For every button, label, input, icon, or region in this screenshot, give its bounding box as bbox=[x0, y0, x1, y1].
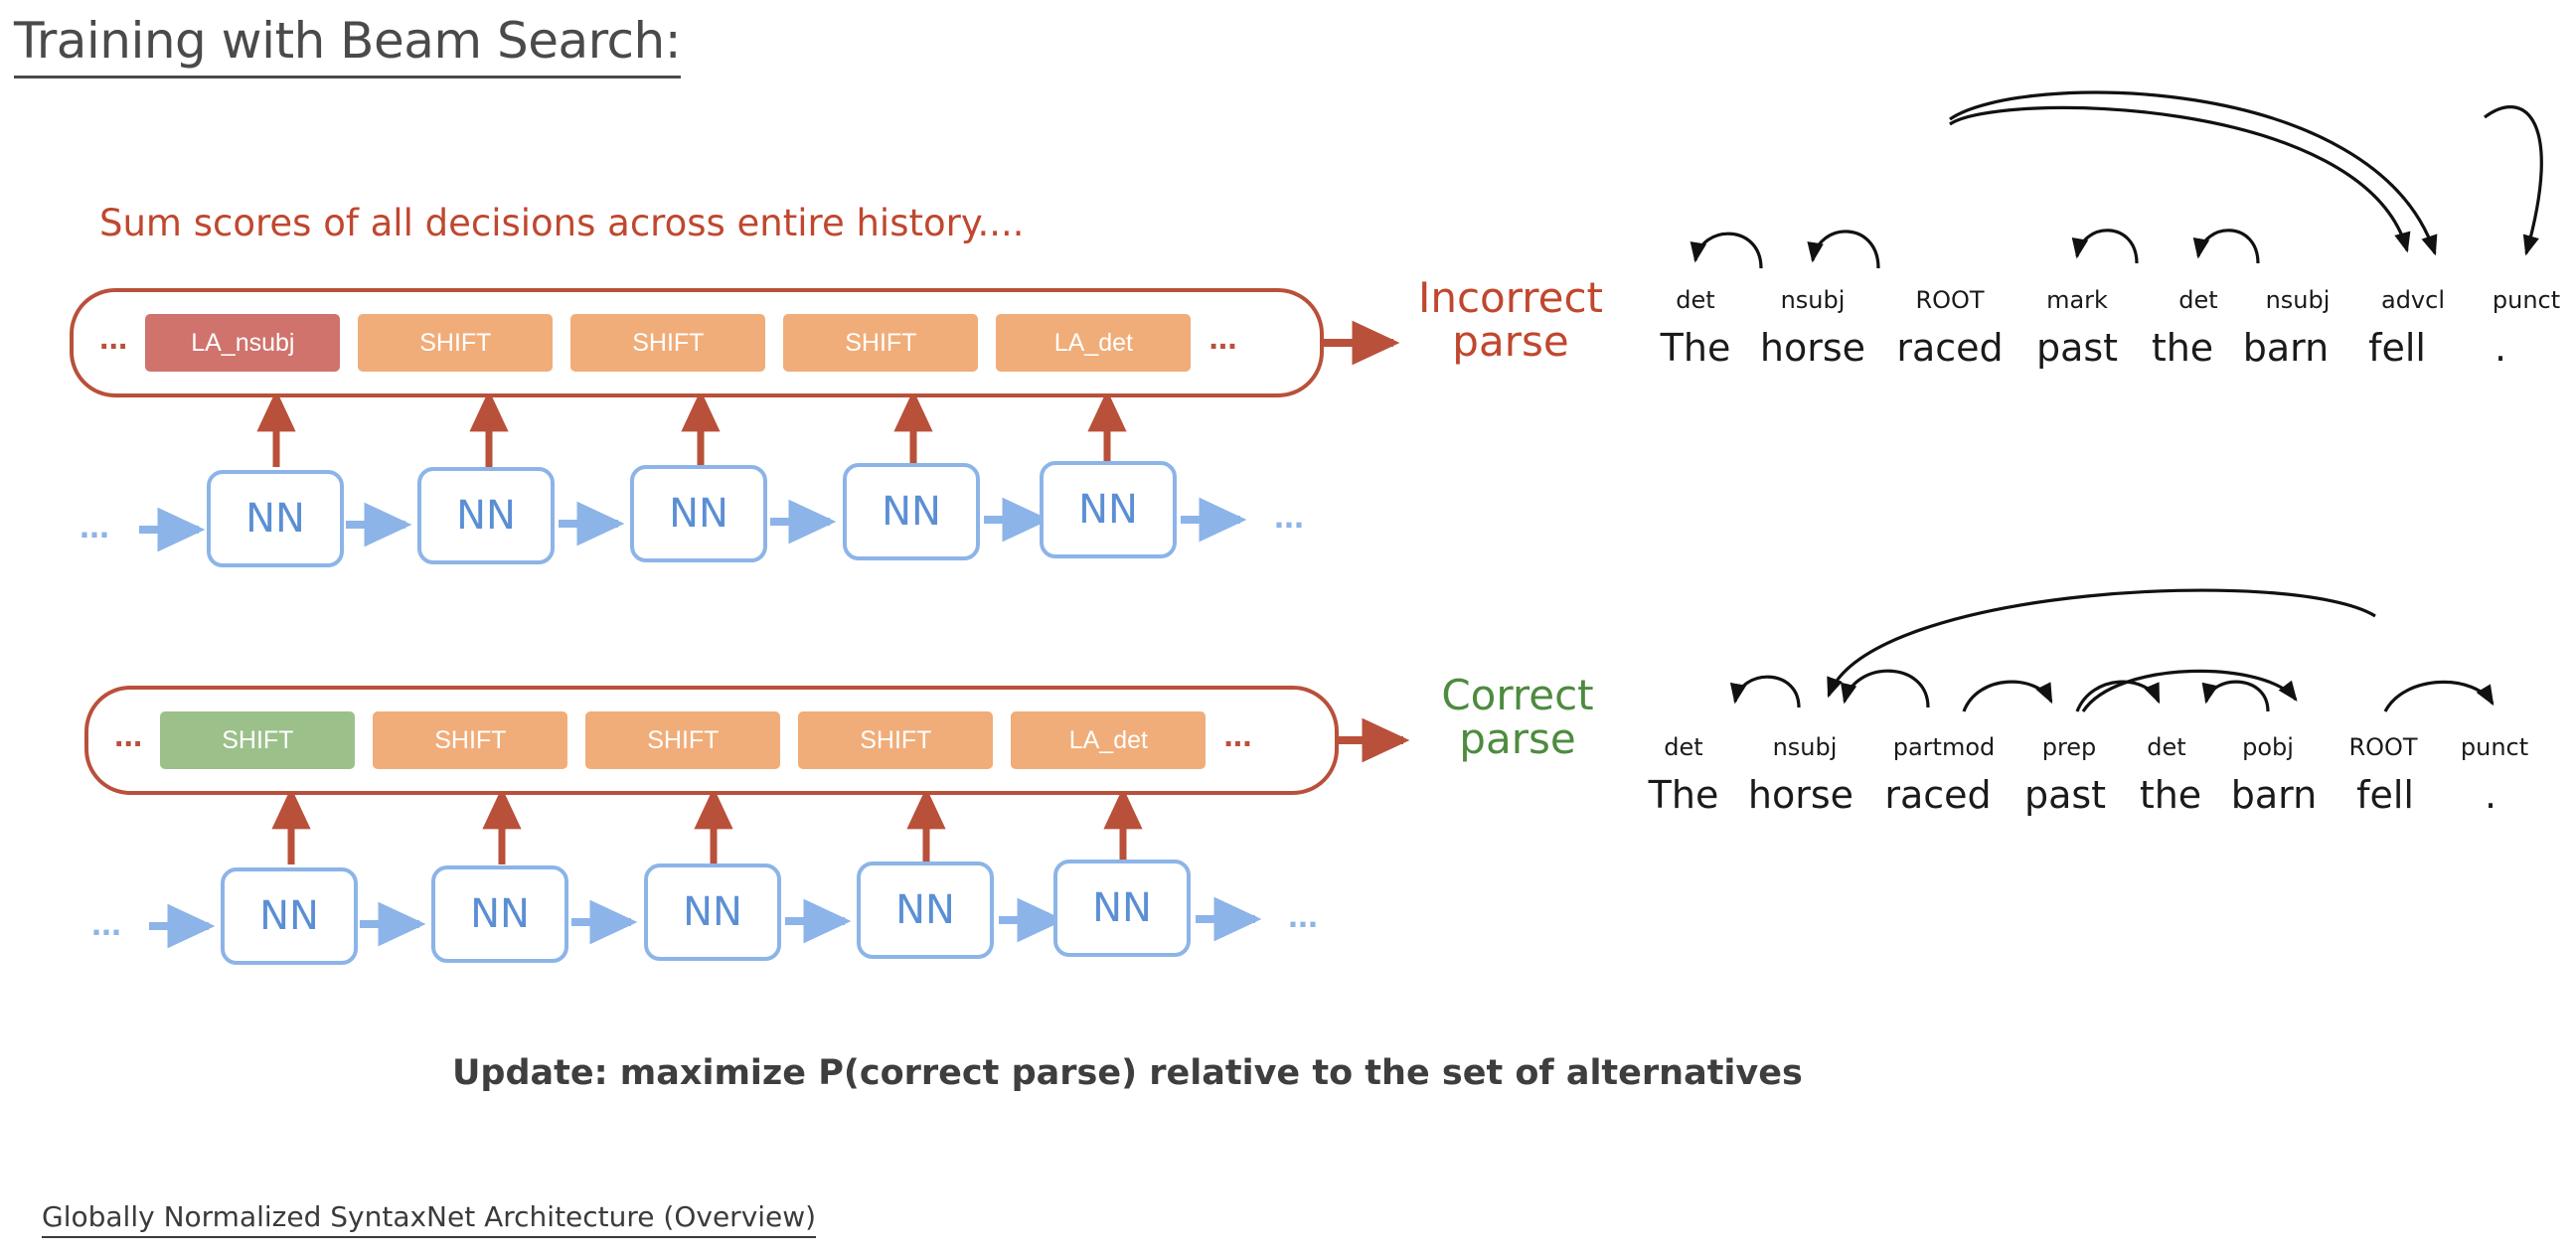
dep-arc-label: partmod bbox=[1892, 733, 1996, 761]
nn-box[interactable]: NN bbox=[431, 865, 568, 963]
dep-arc-label: punct bbox=[2492, 286, 2561, 314]
action-chip[interactable]: LA_nsubj bbox=[145, 314, 340, 372]
action-chip[interactable]: LA_det bbox=[996, 314, 1191, 372]
dep-arc-label: det bbox=[1676, 286, 1715, 314]
dep-token: barn bbox=[2242, 326, 2330, 370]
nn-box[interactable]: NN bbox=[417, 467, 555, 564]
dep-arc-label: det bbox=[1664, 733, 1703, 761]
dep-token: raced bbox=[1884, 773, 1992, 817]
action-chip[interactable]: SHIFT bbox=[798, 711, 993, 769]
dep-arc-label: nsubj bbox=[1772, 733, 1838, 761]
page-title bbox=[14, 12, 681, 70]
dep-arc-label: pobj bbox=[2242, 733, 2294, 761]
dep-token: past bbox=[2023, 773, 2107, 817]
nn-box[interactable]: NN bbox=[857, 862, 994, 959]
dep-arc-label: mark bbox=[2046, 286, 2108, 314]
dep-token: raced bbox=[1896, 326, 2004, 370]
action-chip[interactable]: SHIFT bbox=[570, 314, 765, 372]
parse-label-line2: parse bbox=[1452, 317, 1569, 367]
nn-box[interactable]: NN bbox=[207, 470, 344, 567]
page-title-text: Training with Beam Search: bbox=[14, 12, 681, 78]
nn-box[interactable]: NN bbox=[1053, 860, 1191, 957]
action-chip[interactable]: SHIFT bbox=[783, 314, 978, 372]
beam-trailing-ellipsis: ... bbox=[1208, 319, 1237, 357]
parse-label-incorrect bbox=[1391, 273, 1630, 367]
beam-trailing-ellipsis: ... bbox=[1223, 716, 1252, 754]
dep-arc-label: punct bbox=[2460, 733, 2529, 761]
dep-arc-label: det bbox=[2147, 733, 2186, 761]
nn-trailing-ellipsis: ... bbox=[1288, 894, 1319, 935]
dep-token: past bbox=[2035, 326, 2119, 370]
dep-token: The bbox=[1660, 326, 1731, 370]
parse-label-line2: parse bbox=[1459, 714, 1576, 764]
parse-label-line1: Correct bbox=[1441, 671, 1594, 719]
dep-token: fell bbox=[2356, 773, 2414, 817]
nn-trailing-ellipsis: ... bbox=[1274, 495, 1305, 536]
dep-token: barn bbox=[2230, 773, 2318, 817]
dep-token: the bbox=[2151, 326, 2214, 370]
dep-arc-label: ROOT bbox=[1915, 286, 1985, 314]
action-chip[interactable]: SHIFT bbox=[373, 711, 567, 769]
nn-box[interactable]: NN bbox=[644, 863, 781, 961]
sum-scores-caption: Sum scores of all decisions across entire history.... bbox=[99, 202, 1025, 244]
dep-token: The bbox=[1648, 773, 1719, 817]
nn-box[interactable]: NN bbox=[221, 867, 358, 965]
action-chip[interactable]: SHIFT bbox=[358, 314, 553, 372]
update-note: Update: maximize P(correct parse) relative to the set of alternatives bbox=[452, 1053, 1803, 1093]
dep-token: . bbox=[2494, 326, 2507, 370]
footer-note bbox=[42, 1200, 816, 1233]
nn-leading-ellipsis: ... bbox=[91, 902, 122, 943]
dep-arc-label: det bbox=[2178, 286, 2218, 314]
nn-leading-ellipsis: ... bbox=[80, 505, 110, 546]
dep-arc-label: advcl bbox=[2380, 286, 2446, 314]
dep-token: fell bbox=[2368, 326, 2426, 370]
dep-arc-label: prep bbox=[2041, 733, 2097, 761]
beam-leading-ellipsis: ... bbox=[99, 319, 128, 357]
dep-token: . bbox=[2484, 773, 2497, 817]
parse-label-line1: Incorrect bbox=[1417, 273, 1604, 322]
dep-token: horse bbox=[1747, 773, 1854, 817]
beam-leading-ellipsis: ... bbox=[114, 716, 143, 754]
nn-box[interactable]: NN bbox=[630, 465, 767, 562]
nn-box[interactable]: NN bbox=[1040, 461, 1177, 558]
parse-label-correct bbox=[1403, 671, 1632, 764]
dep-arc-label: nsubj bbox=[2265, 286, 2331, 314]
footer-note-text: Globally Normalized SyntaxNet Architecture (Overview) bbox=[42, 1200, 816, 1238]
action-chip[interactable]: SHIFT bbox=[585, 711, 780, 769]
beam-row-correct[interactable] bbox=[84, 686, 1339, 795]
dep-arc-label: nsubj bbox=[1780, 286, 1846, 314]
beam-row-incorrect[interactable] bbox=[70, 288, 1324, 397]
dep-arc-label: ROOT bbox=[2348, 733, 2418, 761]
dep-token: the bbox=[2139, 773, 2202, 817]
action-chip[interactable]: LA_det bbox=[1011, 711, 1206, 769]
action-chip[interactable]: SHIFT bbox=[160, 711, 355, 769]
dep-token: horse bbox=[1759, 326, 1866, 370]
nn-box[interactable]: NN bbox=[843, 463, 980, 560]
